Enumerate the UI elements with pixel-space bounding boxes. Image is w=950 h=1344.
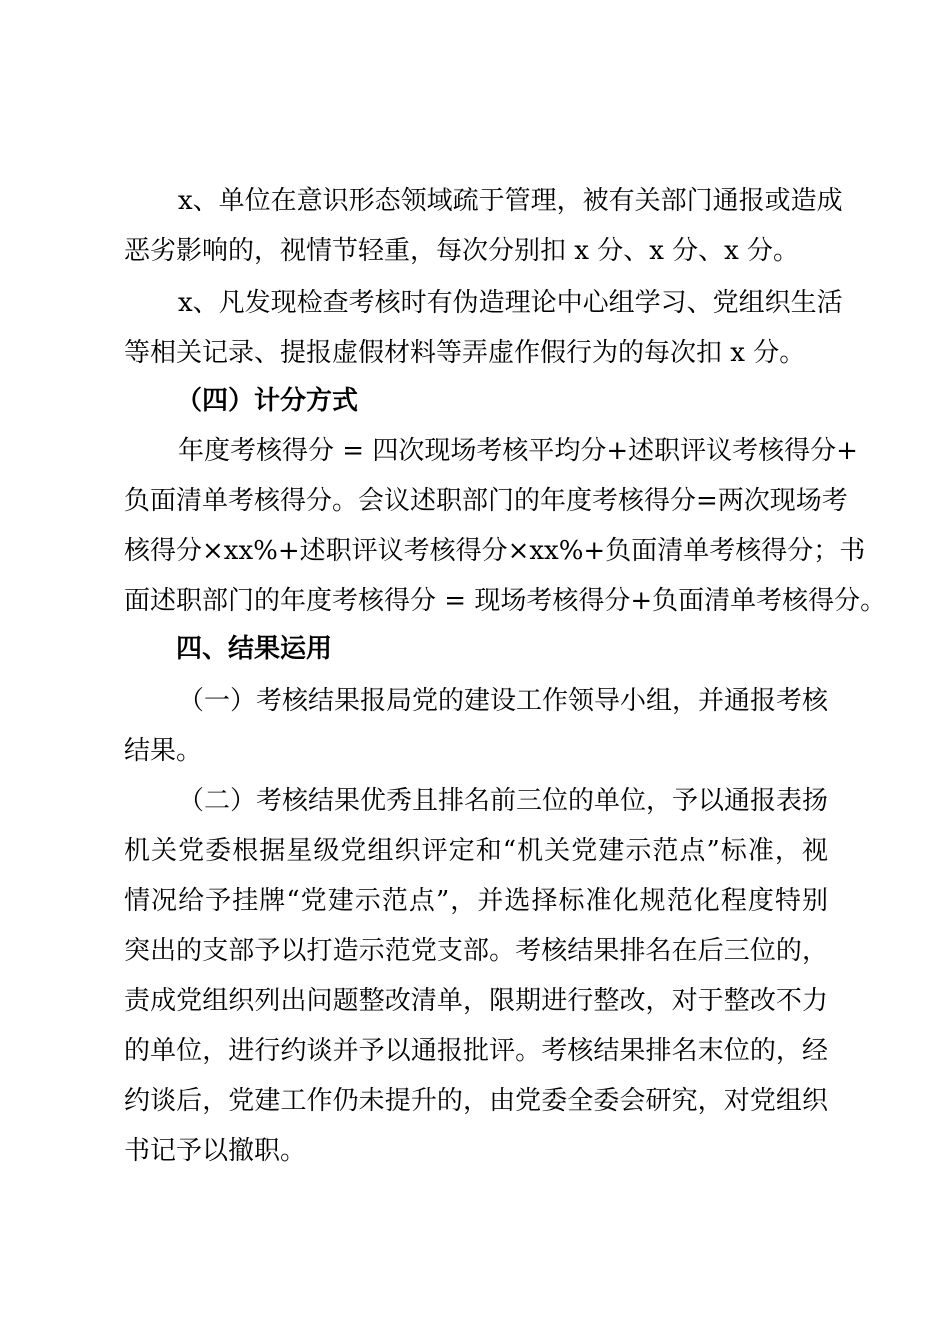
text-line: 核得分×xx%+述职评议考核得分×xx%+负面清单考核得分；书 <box>124 536 866 566</box>
text-line: 面述职部门的年度考核得分 = 现场考核得分+负面清单考核得分。 <box>124 586 887 616</box>
section-heading: （四）计分方式 <box>176 386 359 416</box>
text-line: 等相关记录、提报虚假材料等弄虚作假行为的每次扣 x 分。 <box>124 338 806 368</box>
text-line: （一）考核结果报局党的建设工作领导小组，并通报考核 <box>178 686 829 716</box>
text-line: 年度考核得分 = 四次现场考核平均分+述职评议考核得分+ <box>178 436 858 466</box>
text-line: 突出的支部予以打造示范党支部。考核结果排名在后三位的， <box>124 936 828 966</box>
text-line: （二）考核结果优秀且排名前三位的单位，予以通报表扬 <box>178 786 829 816</box>
text-line: x、凡发现检查考核时有伪造理论中心组学习、党组织生活 <box>178 288 843 318</box>
text-line: x、单位在意识形态领域疏于管理，被有关部门通报或造成 <box>178 186 843 216</box>
text-line: 结果。 <box>124 736 203 766</box>
text-line: 书记予以撤职。 <box>124 1136 307 1166</box>
text-line: 的单位，进行约谈并予以通报批评。考核结果排名末位的，经 <box>124 1036 828 1066</box>
chapter-heading: 四、结果运用 <box>176 634 333 664</box>
text-line: 责成党组织列出问题整改清单，限期进行整改，对于整改不力 <box>124 986 828 1016</box>
text-line: 负面清单考核得分。会议述职部门的年度考核得分=两次现场考 <box>124 486 848 516</box>
text-line: 恶劣影响的，视情节轻重，每次分别扣 x 分、x 分、x 分。 <box>124 236 800 266</box>
text-line: 约谈后，党建工作仍未提升的，由党委全委会研究，对党组织 <box>124 1086 828 1116</box>
text-line: 机关党委根据星级党组织评定和“机关党建示范点”标准，视 <box>124 836 828 866</box>
text-line: 情况给予挂牌“党建示范点”，并选择标准化规范化程度特别 <box>124 886 828 916</box>
